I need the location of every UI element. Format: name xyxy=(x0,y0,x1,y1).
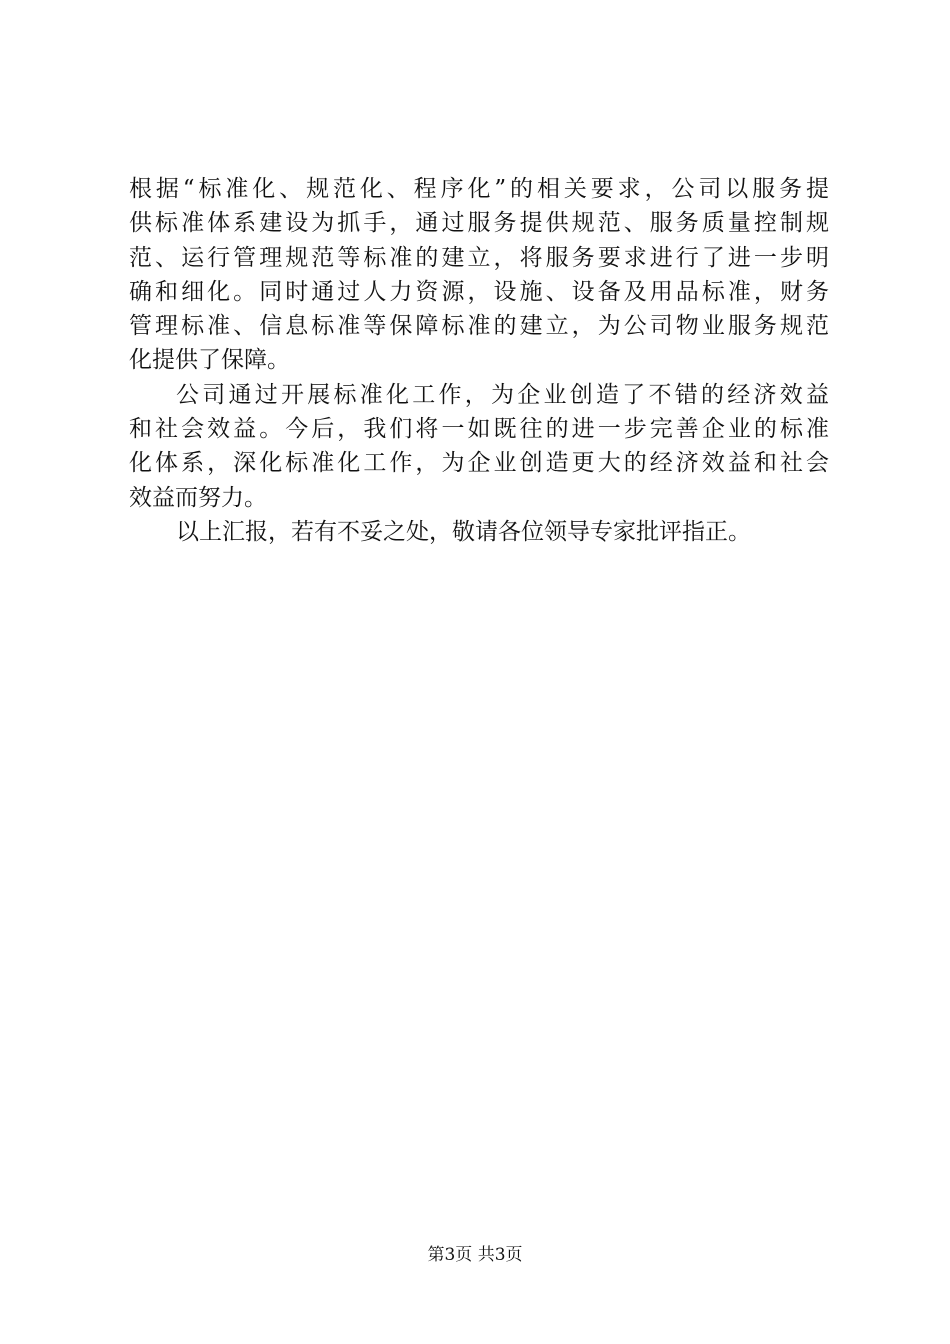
text-line: 公司通过开展标准化工作，为企业创造了不错的经济效益 xyxy=(176,381,829,408)
text-line: 管理标准、信息标准等保障标准的建立，为公司物业服务规范 xyxy=(129,313,829,340)
document-body xyxy=(129,172,829,549)
text-line: 确和细化。同时通过人力资源，设施、设备及用品标准，财务 xyxy=(129,278,829,305)
text-line: 化体系，深化标准化工作，为企业创造更大的经济效益和社会 xyxy=(129,450,829,477)
text-line: 和社会效益。今后，我们将一如既往的进一步完善企业的标准 xyxy=(129,416,829,443)
page-number-footer: 第3页 共3页 xyxy=(427,1245,523,1265)
text-line: 化提供了保障。 xyxy=(129,347,290,374)
text-line: 供标准体系建设为抓手，通过服务提供规范、服务质量控制规 xyxy=(129,210,829,237)
text-line: 以上汇报，若有不妥之处，敬请各位领导专家批评指正。 xyxy=(176,518,751,545)
paragraph-standardization-requirements xyxy=(129,172,829,378)
text-line: 范、运行管理规范等标准的建立，将服务要求进行了进一步明 xyxy=(129,244,829,271)
paragraph-benefits xyxy=(129,378,829,515)
text-line: 效益而努力。 xyxy=(129,484,267,511)
paragraph-closing xyxy=(129,515,829,549)
text-line: 根据“标准化、规范化、程序化”的相关要求，公司以服务提 xyxy=(129,176,829,202)
